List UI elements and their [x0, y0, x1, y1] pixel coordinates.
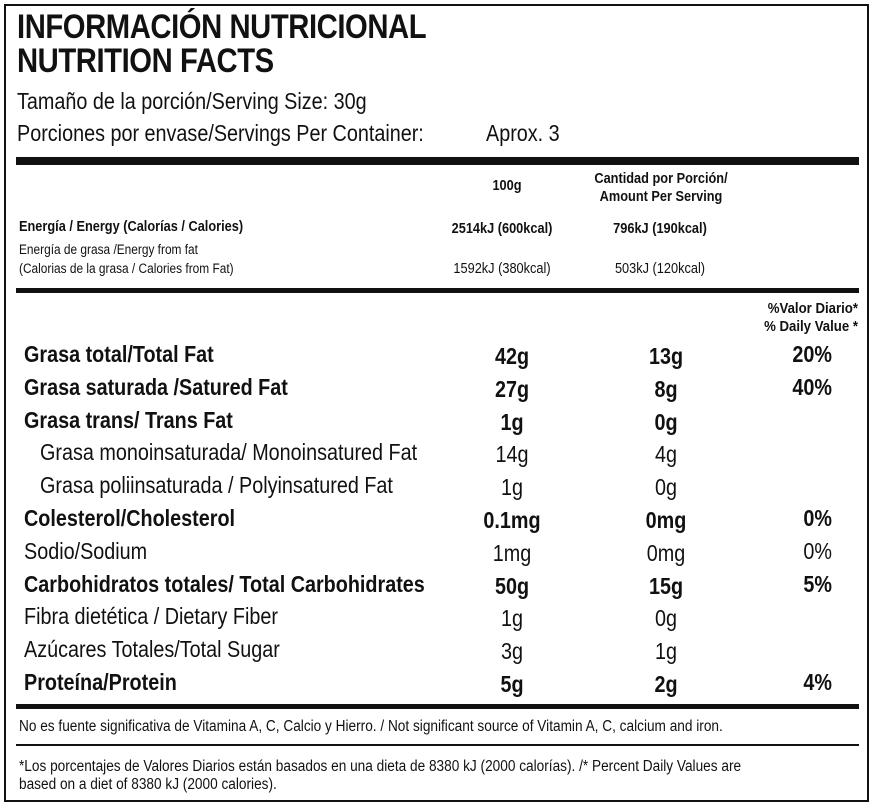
- nutrient-value-100g: 3g: [500, 638, 524, 665]
- thin-divider-footnote: [16, 744, 859, 746]
- energy-fat-serving: 503kJ (120kcal): [614, 261, 706, 277]
- footnote-percent-line-2: based on a diet of 8380 kJ (2000 calories).: [19, 776, 277, 793]
- nutrient-label: Grasa total/Total Fat: [24, 341, 214, 367]
- nutrient-label: Sodio/Sodium: [24, 537, 148, 564]
- energy-label: Energía / Energy (Calorías / Calories): [19, 219, 244, 235]
- nutrient-label: Grasa monoinsaturada/ Monoinsatured Fat: [40, 439, 418, 466]
- nutrient-value-serving: 0g: [654, 605, 678, 632]
- nutrient-value-100g: 1g: [500, 605, 524, 632]
- col-header-100g: 100g: [492, 178, 522, 194]
- thick-divider-top: [16, 157, 859, 165]
- col-header-serving-1: Cantidad por Porción/: [594, 171, 728, 187]
- nutrient-daily-value: 4%: [803, 669, 832, 695]
- nutrient-label: Grasa saturada /Satured Fat: [24, 373, 288, 400]
- nutrient-value-100g: 0.1mg: [483, 507, 541, 533]
- energy-serving: 796kJ (190kcal): [613, 221, 707, 237]
- nutrient-value-serving: 0g: [654, 474, 678, 501]
- thick-divider-middle: [16, 288, 859, 293]
- servings-per-container-value: Aprox. 3: [486, 120, 560, 146]
- serving-size: Tamaño de la porción/Serving Size: 30g: [17, 88, 367, 114]
- servings-per-container-label: Porciones por envase/Servings Per Container:: [17, 120, 424, 146]
- nutrient-value-serving: 1g: [654, 638, 678, 665]
- nutrient-daily-value: 40%: [792, 373, 832, 400]
- energy-100g: 2514kJ (600kcal): [451, 221, 553, 237]
- footnote-vitamins: No es fuente significativa de Vitamina A, C, Calcio y Hierro. / Not significant source of Vitamin A, C, calcium and iron.: [19, 718, 723, 735]
- col-header-serving-2: Amount Per Serving: [599, 189, 723, 205]
- thick-divider-bottom: [16, 704, 859, 709]
- nutrient-value-100g: 1g: [500, 408, 524, 435]
- nutrient-value-100g: 5g: [500, 671, 524, 697]
- nutrient-label: Azúcares Totales/Total Sugar: [24, 636, 280, 663]
- nutrient-value-serving: 8g: [654, 375, 678, 402]
- nutrient-daily-value: 5%: [803, 570, 832, 597]
- nutrient-value-100g: 14g: [495, 441, 529, 468]
- nutrient-value-100g: 42g: [494, 343, 530, 369]
- nutrient-value-serving: 0mg: [646, 539, 686, 566]
- title-english: NUTRITION FACTS: [17, 42, 274, 80]
- footnote-percent-line-1: *Los porcentajes de Valores Diarios están basados en una dieta de 8380 kJ (2000 calorías). /* Percent Daily Values are: [19, 758, 742, 775]
- daily-value-header-1: %Valor Diario*: [767, 300, 858, 317]
- nutrient-value-100g: 27g: [494, 375, 530, 402]
- nutrient-value-serving: 0g: [654, 408, 678, 435]
- nutrient-label: Fibra dietética / Dietary Fiber: [24, 603, 278, 630]
- nutrient-value-100g: 50g: [494, 572, 530, 599]
- title-spanish: INFORMACIÓN NUTRICIONAL: [17, 8, 427, 46]
- nutrient-label: Proteína/Protein: [24, 669, 177, 695]
- nutrient-value-100g: 1mg: [492, 539, 532, 566]
- daily-value-header-2: % Daily Value *: [764, 318, 858, 335]
- nutrient-daily-value: 0%: [803, 537, 832, 564]
- nutrient-label: Colesterol/Cholesterol: [24, 505, 236, 531]
- energy-fat-label-2: (Calorias de la grasa / Calories from Fat): [19, 261, 234, 276]
- energy-fat-100g: 1592kJ (380kcal): [453, 261, 551, 277]
- nutrient-value-100g: 1g: [500, 474, 524, 501]
- nutrient-value-serving: 13g: [648, 343, 684, 369]
- nutrient-label: Grasa poliinsaturada / Polyinsatured Fat: [40, 472, 393, 499]
- nutrient-label: Grasa trans/ Trans Fat: [24, 406, 233, 433]
- nutrient-value-serving: 0mg: [645, 507, 687, 533]
- nutrient-label: Carbohidratos totales/ Total Carbohidrates: [24, 570, 425, 597]
- nutrient-value-serving: 4g: [654, 441, 678, 468]
- nutrient-daily-value: 0%: [803, 505, 832, 531]
- nutrient-value-serving: 2g: [654, 671, 678, 697]
- nutrient-value-serving: 15g: [648, 572, 684, 599]
- energy-fat-label-1: Energía de grasa /Energy from fat: [19, 242, 198, 257]
- nutrient-daily-value: 20%: [792, 341, 832, 367]
